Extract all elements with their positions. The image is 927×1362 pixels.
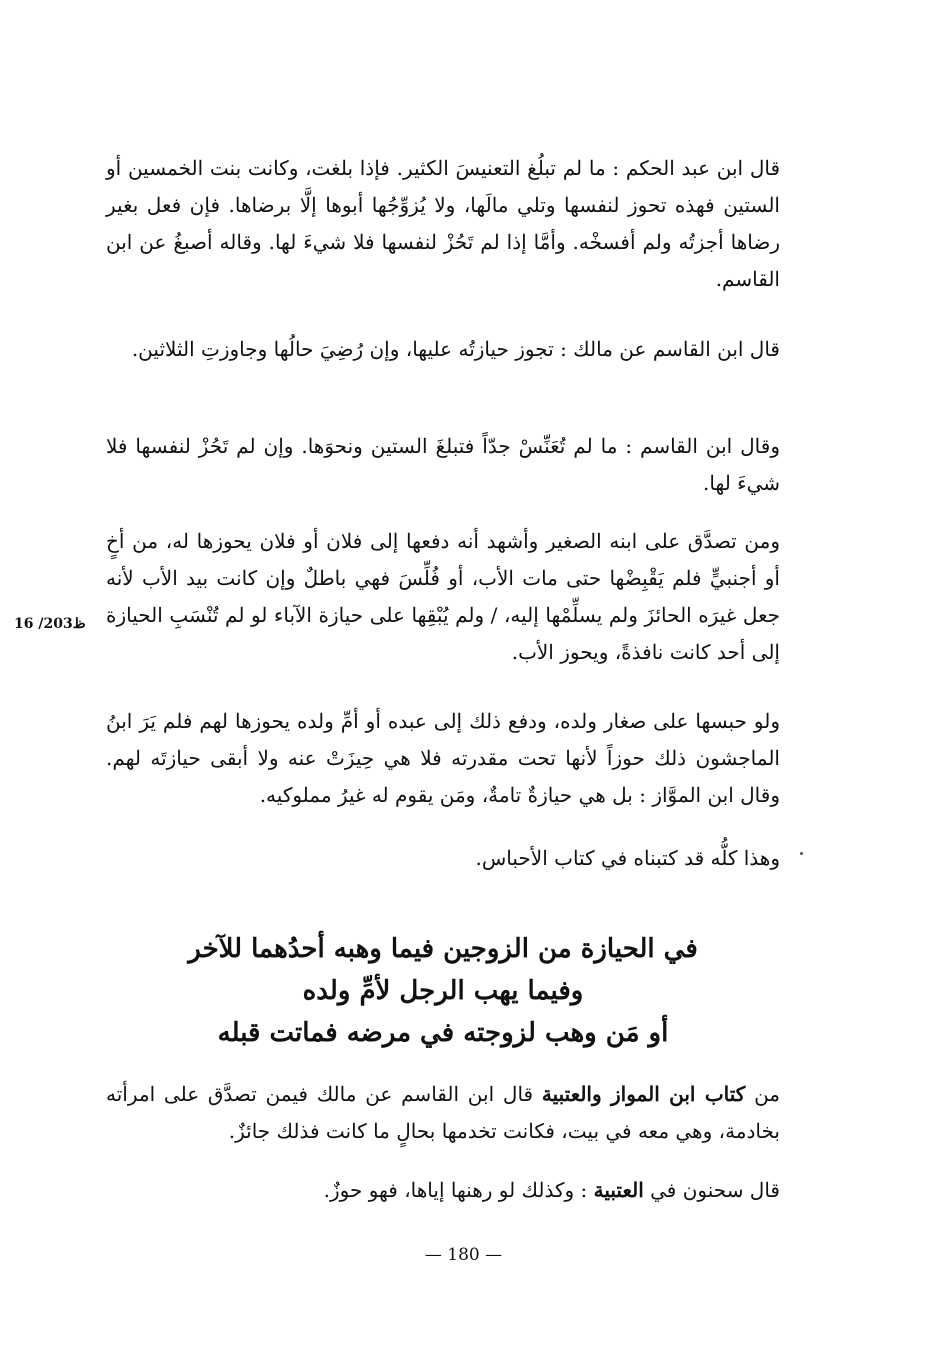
- paragraph-habs-children: ولو حبسها على صغار ولده، ودفع ذلك إلى عبده أو أمِّ ولده يحوزها لهم فلم يَرَ ابنُ الماجشون ذلك حوزاً لأنها تحت مقدرته فلا هي حِيزَتْ عنه ولا أبقى حيازتَه لهم. وقال ابن الموَّاز : بل هي حيازةٌ تامةٌ، ومَن يقوم له غيرُ مملوكيه.: [106, 709, 780, 807]
- paragraph-ibn-al-mawwaz: [106, 1076, 780, 1150]
- paragraph-ibn-al-qasim: وقال ابن القاسم : ما لم تُعَنِّسْ جدّاً فتبلغَ الستين ونحوَها. وإن لم تَحُزْ لنفسها فلا شيءَ لها.: [106, 434, 780, 495]
- paragraph-kitab-al-ahbas: وهذا كلُّه قد كتبناه في كتاب الأحباس.: [475, 846, 780, 870]
- manuscript-folio-note: 16 /203ظ: [14, 616, 86, 632]
- paragraph-sahnun: [106, 1172, 780, 1209]
- p7-source-title: كتاب ابن المواز والعتبية: [541, 1082, 746, 1106]
- p7-rest: قال ابن القاسم عن مالك فيمن تصدَّق على امرأته بخادمة، وهي معه في بيت، فكانت تخدمها بحالٍ ما كانت فذلك جائزٌ.: [106, 1082, 780, 1143]
- p8-rest: : وكذلك لو رهنها إياها، فهو حوزٌ.: [323, 1178, 588, 1202]
- heading-line-1: في الحيازة من الزوجين فيما وهبه أحدُهما للآخر: [188, 934, 698, 964]
- page-number: — 180 —: [424, 1245, 503, 1265]
- paragraph-sadaqa-son: ومن تصدَّق على ابنه الصغير وأشهد أنه دفعها إلى فلان أو فلان يحوزها له، من أخٍ أو أجنبيٍّ فلم يَقْبِضْها حتى مات الأب، أو فُلِّسَ فهي باطلٌ وإن كانت بيد الأب لأنه جعل غيرَه الحائزَ ولم يسلِّمْها إليه، / ولم يُبْقِها على حيازة الآباء لو لم تُنْسَبِ الحيازة إلى أحد كانت نافذةً، ويحوز الأب.: [106, 529, 780, 664]
- p7-lead: من: [754, 1082, 781, 1106]
- heading-line-2: وفيما يهب الرجل لأمِّ ولده: [302, 976, 584, 1006]
- scan-speck: [800, 852, 803, 855]
- section-heading: [106, 928, 780, 1054]
- p8-lead: قال سحنون في: [650, 1178, 780, 1202]
- heading-line-3: أو مَن وهب لزوجته في مرضه فماتت قبله: [217, 1018, 669, 1048]
- paragraph-ibn-al-qasim-malik: قال ابن القاسم عن مالك : تجوز حيازتُه عليها، وإن رُضِيَ حالُها وجاوزتِ الثلاثين.: [131, 337, 780, 361]
- p8-source-title: العتبية: [593, 1178, 644, 1202]
- paragraph-ibn-abd-al-hakam: قال ابن عبد الحكم : ما لم تبلُغ التعنيسَ الكثير. فإذا بلغت، وكانت بنت الخمسين أو الستين فهذه تحوز لنفسها وتلي مالَها، ولا يُزوِّجُها أبوها إلَّا برضاها. فإن فعل بغير رضاها أجزتُه ولم أفسخْه. وأمَّا إذا لم تَحُزْ لنفسها فلا شيءَ لها. وقاله أصبغُ عن ابن القاسم.: [106, 156, 780, 291]
